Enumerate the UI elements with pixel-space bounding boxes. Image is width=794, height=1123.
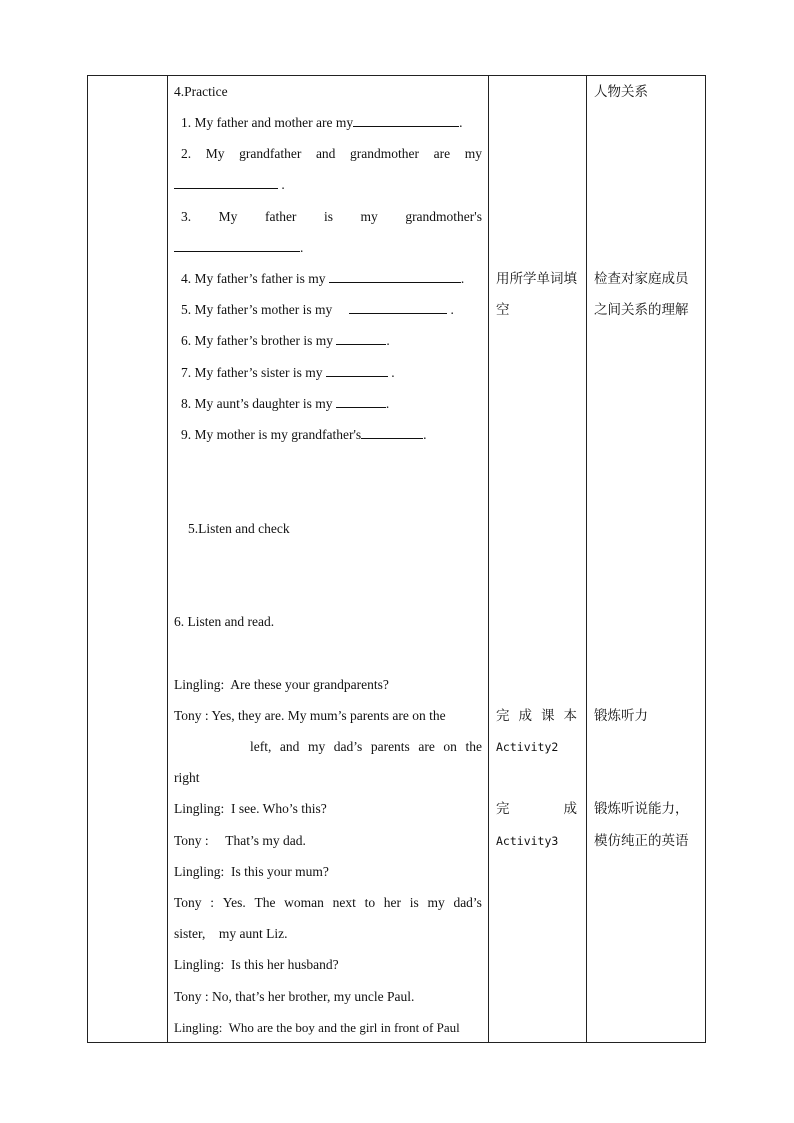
dialogue-line: Lingling: Are these your grandparents? xyxy=(174,677,389,692)
dialogue-line: Tony : That’s my dad. xyxy=(174,833,306,848)
practice-item-2: 2. My grandfather and grandmother are my xyxy=(181,146,482,161)
purpose-speaking-cont: 模仿纯正的英语 xyxy=(594,833,689,849)
activity-2-name: Activity2 xyxy=(496,740,559,754)
practice-item-7: 7. My father’s sister is my . xyxy=(181,365,395,380)
practice-item-2-blank: . xyxy=(174,176,285,194)
purpose-relation: 人物关系 xyxy=(594,84,648,100)
practice-item-3-blank: . xyxy=(174,239,303,257)
practice-heading: 4.Practice xyxy=(174,84,228,99)
purpose-check-cont: 之间关系的理解 xyxy=(594,302,689,318)
dialogue-line: Tony : Yes, they are. My mum’s parents are on the xyxy=(174,708,446,723)
dialogue-line: Lingling: Who are the boy and the girl in front of Paul xyxy=(174,1020,460,1035)
practice-item-3: 3. My father is my grandmother's xyxy=(181,209,482,224)
dialogue-line: Tony : No, that’s her brother, my uncle Paul. xyxy=(174,989,415,1004)
activity-3-name: Activity3 xyxy=(496,834,559,848)
activity-fill-blanks: 用所学单词填 xyxy=(496,271,577,287)
column-divider xyxy=(488,76,489,1042)
dialogue-line: Lingling: I see. Who’s this? xyxy=(174,801,327,816)
purpose-check: 检查对家庭成员 xyxy=(594,271,689,287)
dialogue-line: Tony : Yes. The woman next to her is my dad’s xyxy=(174,895,482,910)
practice-item-8: 8. My aunt’s daughter is my . xyxy=(181,396,390,411)
dialogue-line: Lingling: Is this your mum? xyxy=(174,864,329,879)
dialogue-line: right xyxy=(174,770,200,785)
practice-item-5: 5. My father’s mother is my . xyxy=(181,302,454,317)
dialogue-line: Lingling: Is this her husband? xyxy=(174,957,339,972)
activity-3-label: 完 成 xyxy=(496,801,577,817)
column-divider xyxy=(167,76,168,1042)
dialogue-line: left, and my dad’s parents are on the xyxy=(250,739,482,754)
listen-read-heading: 6. Listen and read. xyxy=(174,614,275,629)
activity-2-label: 完 成 课 本 xyxy=(496,708,577,724)
dialogue-line: sister, my aunt Liz. xyxy=(174,926,288,941)
column-divider xyxy=(586,76,587,1042)
practice-item-9: 9. My mother is my grandfather's . xyxy=(181,427,427,442)
activity-fill-blanks-cont: 空 xyxy=(496,302,510,318)
purpose-speaking: 锻炼听说能力， xyxy=(594,801,689,817)
practice-item-1: 1. My father and mother are my . xyxy=(181,115,463,130)
practice-item-6: 6. My father’s brother is my . xyxy=(181,333,390,348)
practice-item-4: 4. My father’s father is my . xyxy=(181,271,465,286)
purpose-listening: 锻炼听力 xyxy=(594,708,648,724)
listen-check-heading: 5.Listen and check xyxy=(188,521,290,536)
